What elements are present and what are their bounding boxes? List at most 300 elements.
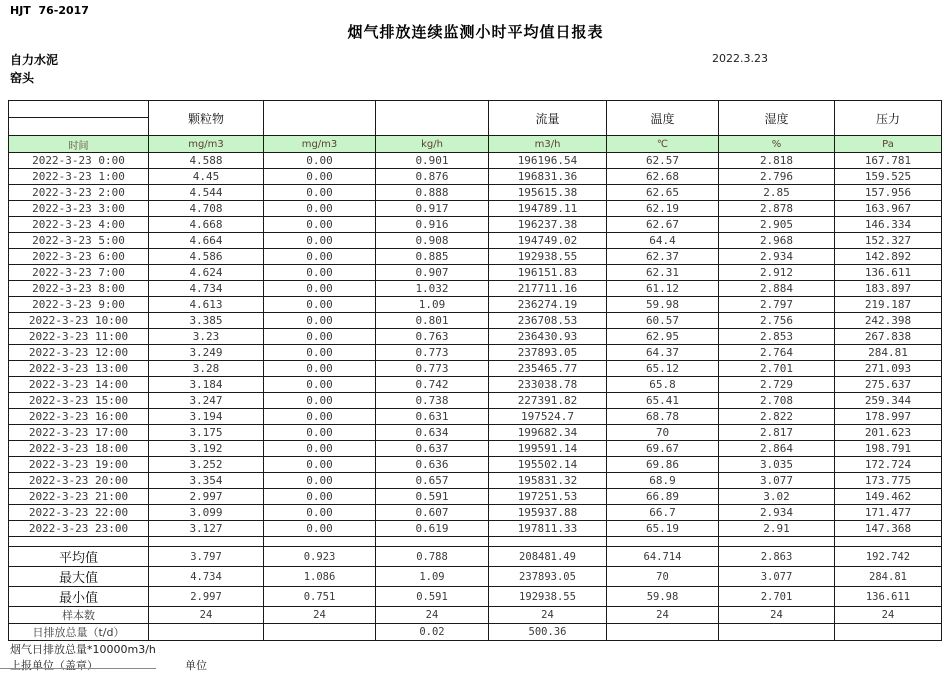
value-cell: 236430.93 bbox=[489, 329, 607, 345]
time-cell: 2022-3-23 20:00 bbox=[9, 473, 149, 489]
value-cell: 2.701 bbox=[719, 361, 835, 377]
value-cell: 242.398 bbox=[835, 313, 942, 329]
value-cell: 2.818 bbox=[719, 153, 835, 169]
value-cell: 2.968 bbox=[719, 233, 835, 249]
time-cell: 2022-3-23 15:00 bbox=[9, 393, 149, 409]
value-cell: 2.878 bbox=[719, 201, 835, 217]
value-cell: 4.624 bbox=[149, 265, 264, 281]
time-cell: 2022-3-23 2:00 bbox=[9, 185, 149, 201]
report-table bbox=[8, 100, 942, 641]
summary-value-cell: 24 bbox=[149, 607, 264, 624]
value-cell: 171.477 bbox=[835, 505, 942, 521]
value-cell: 62.67 bbox=[607, 217, 719, 233]
value-cell: 2.708 bbox=[719, 393, 835, 409]
summary-value-cell: 1.09 bbox=[376, 567, 489, 587]
value-cell: 4.668 bbox=[149, 217, 264, 233]
time-cell: 2022-3-23 13:00 bbox=[9, 361, 149, 377]
value-cell: 3.035 bbox=[719, 457, 835, 473]
value-cell: 0.00 bbox=[264, 233, 376, 249]
value-cell: 237893.05 bbox=[489, 345, 607, 361]
value-cell: 2.796 bbox=[719, 169, 835, 185]
value-cell: 4.588 bbox=[149, 153, 264, 169]
value-cell: 4.708 bbox=[149, 201, 264, 217]
value-cell: 0.00 bbox=[264, 313, 376, 329]
value-cell: 0.00 bbox=[264, 185, 376, 201]
group-header-row bbox=[9, 101, 942, 118]
value-cell: 0.00 bbox=[264, 521, 376, 537]
time-cell: 2022-3-23 16:00 bbox=[9, 409, 149, 425]
summary-value-cell bbox=[607, 624, 719, 641]
value-cell: 4.734 bbox=[149, 281, 264, 297]
table-row bbox=[9, 217, 942, 233]
time-cell: 2022-3-23 14:00 bbox=[9, 377, 149, 393]
value-cell: 0.637 bbox=[376, 441, 489, 457]
value-cell: 192938.55 bbox=[489, 249, 607, 265]
summary-label: 平均值 bbox=[9, 547, 149, 567]
value-cell: 0.657 bbox=[376, 473, 489, 489]
spacer-cell bbox=[264, 537, 376, 547]
value-cell: 0.00 bbox=[264, 393, 376, 409]
table-body bbox=[9, 153, 942, 641]
summary-value-cell: 192.742 bbox=[835, 547, 942, 567]
value-cell: 65.8 bbox=[607, 377, 719, 393]
unit-header: Pa bbox=[835, 136, 942, 153]
table-row bbox=[9, 361, 942, 377]
summary-value-cell: 0.788 bbox=[376, 547, 489, 567]
value-cell: 0.876 bbox=[376, 169, 489, 185]
value-cell: 59.98 bbox=[607, 297, 719, 313]
column-group-pressure: 压力 bbox=[835, 101, 942, 136]
value-cell: 235465.77 bbox=[489, 361, 607, 377]
value-cell: 0.00 bbox=[264, 201, 376, 217]
time-cell: 2022-3-23 1:00 bbox=[9, 169, 149, 185]
value-cell: 4.664 bbox=[149, 233, 264, 249]
table-row bbox=[9, 249, 942, 265]
table-row bbox=[9, 457, 942, 473]
value-cell: 2.822 bbox=[719, 409, 835, 425]
value-cell: 62.31 bbox=[607, 265, 719, 281]
value-cell: 0.607 bbox=[376, 505, 489, 521]
value-cell: 3.184 bbox=[149, 377, 264, 393]
spacer-cell bbox=[149, 537, 264, 547]
value-cell: 2.884 bbox=[719, 281, 835, 297]
value-cell: 0.917 bbox=[376, 201, 489, 217]
time-column-header: 时间 bbox=[9, 136, 149, 153]
summary-label: 日排放总量（t/d） bbox=[9, 624, 149, 641]
value-cell: 0.763 bbox=[376, 329, 489, 345]
unit-header: mg/m3 bbox=[264, 136, 376, 153]
value-cell: 60.57 bbox=[607, 313, 719, 329]
summary-row bbox=[9, 624, 942, 641]
table-row bbox=[9, 313, 942, 329]
summary-label: 最小值 bbox=[9, 587, 149, 607]
value-cell: 142.892 bbox=[835, 249, 942, 265]
summary-value-cell: 3.077 bbox=[719, 567, 835, 587]
summary-value-cell: 24 bbox=[835, 607, 942, 624]
value-cell: 0.888 bbox=[376, 185, 489, 201]
column-group-blank-1 bbox=[264, 101, 376, 136]
value-cell: 0.773 bbox=[376, 361, 489, 377]
value-cell: 3.28 bbox=[149, 361, 264, 377]
value-cell: 0.00 bbox=[264, 281, 376, 297]
spacer-cell bbox=[376, 537, 489, 547]
table-row bbox=[9, 441, 942, 457]
value-cell: 196196.54 bbox=[489, 153, 607, 169]
value-cell: 4.586 bbox=[149, 249, 264, 265]
unit-header-row bbox=[9, 136, 942, 153]
value-cell: 0.00 bbox=[264, 473, 376, 489]
value-cell: 1.09 bbox=[376, 297, 489, 313]
value-cell: 147.368 bbox=[835, 521, 942, 537]
spacer-cell bbox=[9, 537, 149, 547]
time-cell: 2022-3-23 18:00 bbox=[9, 441, 149, 457]
summary-value-cell: 4.734 bbox=[149, 567, 264, 587]
summary-value-cell: 0.02 bbox=[376, 624, 489, 641]
value-cell: 2.756 bbox=[719, 313, 835, 329]
value-cell: 197811.33 bbox=[489, 521, 607, 537]
value-cell: 0.00 bbox=[264, 505, 376, 521]
station-name: 窑头 bbox=[10, 71, 35, 85]
time-cell: 2022-3-23 19:00 bbox=[9, 457, 149, 473]
value-cell: 2.817 bbox=[719, 425, 835, 441]
value-cell: 65.12 bbox=[607, 361, 719, 377]
value-cell: 3.02 bbox=[719, 489, 835, 505]
summary-label: 样本数 bbox=[9, 607, 149, 624]
unit-header: mg/m3 bbox=[149, 136, 264, 153]
value-cell: 0.742 bbox=[376, 377, 489, 393]
value-cell: 68.9 bbox=[607, 473, 719, 489]
value-cell: 219.187 bbox=[835, 297, 942, 313]
empty-header-cell bbox=[9, 118, 149, 136]
summary-value-cell: 70 bbox=[607, 567, 719, 587]
value-cell: 197524.7 bbox=[489, 409, 607, 425]
value-cell: 69.86 bbox=[607, 457, 719, 473]
summary-value-cell: 59.98 bbox=[607, 587, 719, 607]
summary-value-cell bbox=[719, 624, 835, 641]
value-cell: 236708.53 bbox=[489, 313, 607, 329]
table-row bbox=[9, 233, 942, 249]
summary-value-cell: 192938.55 bbox=[489, 587, 607, 607]
value-cell: 0.00 bbox=[264, 457, 376, 473]
table-row bbox=[9, 329, 942, 345]
value-cell: 159.525 bbox=[835, 169, 942, 185]
summary-row bbox=[9, 567, 942, 587]
value-cell: 0.00 bbox=[264, 169, 376, 185]
value-cell: 173.775 bbox=[835, 473, 942, 489]
value-cell: 3.175 bbox=[149, 425, 264, 441]
value-cell: 275.637 bbox=[835, 377, 942, 393]
value-cell: 227391.82 bbox=[489, 393, 607, 409]
value-cell: 62.37 bbox=[607, 249, 719, 265]
summary-value-cell: 64.714 bbox=[607, 547, 719, 567]
time-cell: 2022-3-23 22:00 bbox=[9, 505, 149, 521]
column-group-blank-2 bbox=[376, 101, 489, 136]
value-cell: 62.65 bbox=[607, 185, 719, 201]
value-cell: 163.967 bbox=[835, 201, 942, 217]
value-cell: 271.093 bbox=[835, 361, 942, 377]
value-cell: 2.912 bbox=[719, 265, 835, 281]
time-cell: 2022-3-23 10:00 bbox=[9, 313, 149, 329]
summary-value-cell: 2.863 bbox=[719, 547, 835, 567]
time-cell: 2022-3-23 23:00 bbox=[9, 521, 149, 537]
unit-header: m3/h bbox=[489, 136, 607, 153]
value-cell: 2.997 bbox=[149, 489, 264, 505]
value-cell: 0.591 bbox=[376, 489, 489, 505]
summary-row bbox=[9, 587, 942, 607]
value-cell: 0.908 bbox=[376, 233, 489, 249]
value-cell: 196151.83 bbox=[489, 265, 607, 281]
table-row bbox=[9, 201, 942, 217]
value-cell: 0.631 bbox=[376, 409, 489, 425]
summary-value-cell: 0.591 bbox=[376, 587, 489, 607]
bottom-divider bbox=[0, 668, 156, 669]
time-cell: 2022-3-23 9:00 bbox=[9, 297, 149, 313]
value-cell: 65.19 bbox=[607, 521, 719, 537]
value-cell: 0.00 bbox=[264, 361, 376, 377]
summary-value-cell: 136.611 bbox=[835, 587, 942, 607]
empty-header-cell bbox=[9, 101, 149, 118]
value-cell: 64.37 bbox=[607, 345, 719, 361]
time-cell: 2022-3-23 5:00 bbox=[9, 233, 149, 249]
summary-value-cell bbox=[149, 624, 264, 641]
value-cell: 62.95 bbox=[607, 329, 719, 345]
value-cell: 183.897 bbox=[835, 281, 942, 297]
value-cell: 70 bbox=[607, 425, 719, 441]
table-row bbox=[9, 265, 942, 281]
value-cell: 199591.14 bbox=[489, 441, 607, 457]
spacer-cell bbox=[607, 537, 719, 547]
column-group-temperature: 温度 bbox=[607, 101, 719, 136]
value-cell: 2.853 bbox=[719, 329, 835, 345]
table-row bbox=[9, 377, 942, 393]
value-cell: 195615.38 bbox=[489, 185, 607, 201]
value-cell: 196831.36 bbox=[489, 169, 607, 185]
time-cell: 2022-3-23 21:00 bbox=[9, 489, 149, 505]
value-cell: 236274.19 bbox=[489, 297, 607, 313]
value-cell: 0.00 bbox=[264, 153, 376, 169]
time-cell: 2022-3-23 11:00 bbox=[9, 329, 149, 345]
value-cell: 201.623 bbox=[835, 425, 942, 441]
value-cell: 0.00 bbox=[264, 345, 376, 361]
value-cell: 197251.53 bbox=[489, 489, 607, 505]
value-cell: 157.956 bbox=[835, 185, 942, 201]
summary-value-cell bbox=[835, 624, 942, 641]
summary-value-cell: 1.086 bbox=[264, 567, 376, 587]
value-cell: 0.907 bbox=[376, 265, 489, 281]
value-cell: 167.781 bbox=[835, 153, 942, 169]
value-cell: 178.997 bbox=[835, 409, 942, 425]
table-row bbox=[9, 393, 942, 409]
value-cell: 68.78 bbox=[607, 409, 719, 425]
value-cell: 199682.34 bbox=[489, 425, 607, 441]
value-cell: 0.619 bbox=[376, 521, 489, 537]
value-cell: 2.864 bbox=[719, 441, 835, 457]
value-cell: 198.791 bbox=[835, 441, 942, 457]
value-cell: 0.00 bbox=[264, 409, 376, 425]
table-row bbox=[9, 281, 942, 297]
value-cell: 0.636 bbox=[376, 457, 489, 473]
value-cell: 2.729 bbox=[719, 377, 835, 393]
table-row bbox=[9, 345, 942, 361]
value-cell: 149.462 bbox=[835, 489, 942, 505]
value-cell: 3.194 bbox=[149, 409, 264, 425]
time-cell: 2022-3-23 12:00 bbox=[9, 345, 149, 361]
value-cell: 233038.78 bbox=[489, 377, 607, 393]
value-cell: 217711.16 bbox=[489, 281, 607, 297]
value-cell: 0.00 bbox=[264, 249, 376, 265]
table-row bbox=[9, 425, 942, 441]
footer-unit-label: 单位 bbox=[185, 659, 207, 672]
value-cell: 0.00 bbox=[264, 441, 376, 457]
value-cell: 0.00 bbox=[264, 489, 376, 505]
page-title: 烟气排放连续监测小时平均值日报表 bbox=[347, 23, 604, 41]
footer-report-unit-label: 上报单位（盖章） bbox=[10, 659, 98, 672]
value-cell: 62.57 bbox=[607, 153, 719, 169]
table-row bbox=[9, 409, 942, 425]
report-date: 2022.3.23 bbox=[712, 52, 768, 65]
summary-value-cell: 0.923 bbox=[264, 547, 376, 567]
unit-header: ℃ bbox=[607, 136, 719, 153]
summary-value-cell: 24 bbox=[719, 607, 835, 624]
value-cell: 3.192 bbox=[149, 441, 264, 457]
table-row bbox=[9, 473, 942, 489]
company-name: 自力水泥 bbox=[10, 53, 59, 67]
value-cell: 0.00 bbox=[264, 425, 376, 441]
unit-header: kg/h bbox=[376, 136, 489, 153]
summary-value-cell: 237893.05 bbox=[489, 567, 607, 587]
summary-value-cell: 0.751 bbox=[264, 587, 376, 607]
summary-value-cell: 500.36 bbox=[489, 624, 607, 641]
value-cell: 3.23 bbox=[149, 329, 264, 345]
value-cell: 3.385 bbox=[149, 313, 264, 329]
value-cell: 1.032 bbox=[376, 281, 489, 297]
value-cell: 64.4 bbox=[607, 233, 719, 249]
value-cell: 2.934 bbox=[719, 505, 835, 521]
summary-value-cell: 24 bbox=[376, 607, 489, 624]
value-cell: 195502.14 bbox=[489, 457, 607, 473]
doc-code: HJT 76-2017 bbox=[10, 4, 89, 17]
value-cell: 196237.38 bbox=[489, 217, 607, 233]
table-row bbox=[9, 169, 942, 185]
value-cell: 3.354 bbox=[149, 473, 264, 489]
value-cell: 267.838 bbox=[835, 329, 942, 345]
column-group-humidity: 湿度 bbox=[719, 101, 835, 136]
column-group-particulate: 颗粒物 bbox=[149, 101, 264, 136]
value-cell: 195831.32 bbox=[489, 473, 607, 489]
time-cell: 2022-3-23 17:00 bbox=[9, 425, 149, 441]
summary-value-cell: 208481.49 bbox=[489, 547, 607, 567]
value-cell: 0.00 bbox=[264, 377, 376, 393]
value-cell: 69.67 bbox=[607, 441, 719, 457]
value-cell: 3.127 bbox=[149, 521, 264, 537]
summary-value-cell: 2.997 bbox=[149, 587, 264, 607]
value-cell: 259.344 bbox=[835, 393, 942, 409]
time-cell: 2022-3-23 3:00 bbox=[9, 201, 149, 217]
footer-note: 烟气日排放总量*10000m3/h bbox=[10, 643, 156, 656]
time-cell: 2022-3-23 6:00 bbox=[9, 249, 149, 265]
value-cell: 3.252 bbox=[149, 457, 264, 473]
value-cell: 66.89 bbox=[607, 489, 719, 505]
spacer-cell bbox=[835, 537, 942, 547]
time-cell: 2022-3-23 8:00 bbox=[9, 281, 149, 297]
value-cell: 194789.11 bbox=[489, 201, 607, 217]
value-cell: 0.916 bbox=[376, 217, 489, 233]
value-cell: 61.12 bbox=[607, 281, 719, 297]
value-cell: 194749.02 bbox=[489, 233, 607, 249]
value-cell: 146.334 bbox=[835, 217, 942, 233]
spacer-row bbox=[9, 537, 942, 547]
value-cell: 0.00 bbox=[264, 329, 376, 345]
value-cell: 65.41 bbox=[607, 393, 719, 409]
value-cell: 0.801 bbox=[376, 313, 489, 329]
summary-value-cell: 3.797 bbox=[149, 547, 264, 567]
summary-value-cell: 24 bbox=[607, 607, 719, 624]
value-cell: 4.45 bbox=[149, 169, 264, 185]
value-cell: 284.81 bbox=[835, 345, 942, 361]
value-cell: 2.85 bbox=[719, 185, 835, 201]
time-cell: 2022-3-23 7:00 bbox=[9, 265, 149, 281]
value-cell: 62.19 bbox=[607, 201, 719, 217]
table-row bbox=[9, 489, 942, 505]
table-row bbox=[9, 185, 942, 201]
value-cell: 0.901 bbox=[376, 153, 489, 169]
value-cell: 0.738 bbox=[376, 393, 489, 409]
value-cell: 136.611 bbox=[835, 265, 942, 281]
value-cell: 0.00 bbox=[264, 265, 376, 281]
value-cell: 0.00 bbox=[264, 217, 376, 233]
value-cell: 3.077 bbox=[719, 473, 835, 489]
summary-value-cell: 24 bbox=[264, 607, 376, 624]
value-cell: 66.7 bbox=[607, 505, 719, 521]
value-cell: 0.634 bbox=[376, 425, 489, 441]
value-cell: 2.764 bbox=[719, 345, 835, 361]
column-group-flow: 流量 bbox=[489, 101, 607, 136]
value-cell: 2.91 bbox=[719, 521, 835, 537]
value-cell: 0.00 bbox=[264, 297, 376, 313]
time-cell: 2022-3-23 0:00 bbox=[9, 153, 149, 169]
unit-header: % bbox=[719, 136, 835, 153]
value-cell: 3.099 bbox=[149, 505, 264, 521]
summary-row bbox=[9, 607, 942, 624]
value-cell: 4.613 bbox=[149, 297, 264, 313]
table-row bbox=[9, 505, 942, 521]
summary-value-cell bbox=[264, 624, 376, 641]
summary-row bbox=[9, 547, 942, 567]
table-row bbox=[9, 297, 942, 313]
table-row bbox=[9, 153, 942, 169]
value-cell: 2.934 bbox=[719, 249, 835, 265]
value-cell: 172.724 bbox=[835, 457, 942, 473]
value-cell: 3.247 bbox=[149, 393, 264, 409]
value-cell: 4.544 bbox=[149, 185, 264, 201]
summary-value-cell: 2.701 bbox=[719, 587, 835, 607]
value-cell: 0.885 bbox=[376, 249, 489, 265]
value-cell: 62.68 bbox=[607, 169, 719, 185]
table-row bbox=[9, 521, 942, 537]
value-cell: 3.249 bbox=[149, 345, 264, 361]
summary-label: 最大值 bbox=[9, 567, 149, 587]
value-cell: 195937.88 bbox=[489, 505, 607, 521]
summary-value-cell: 284.81 bbox=[835, 567, 942, 587]
summary-value-cell: 24 bbox=[489, 607, 607, 624]
spacer-cell bbox=[489, 537, 607, 547]
time-cell: 2022-3-23 4:00 bbox=[9, 217, 149, 233]
spacer-cell bbox=[719, 537, 835, 547]
value-cell: 2.797 bbox=[719, 297, 835, 313]
value-cell: 2.905 bbox=[719, 217, 835, 233]
value-cell: 0.773 bbox=[376, 345, 489, 361]
value-cell: 152.327 bbox=[835, 233, 942, 249]
